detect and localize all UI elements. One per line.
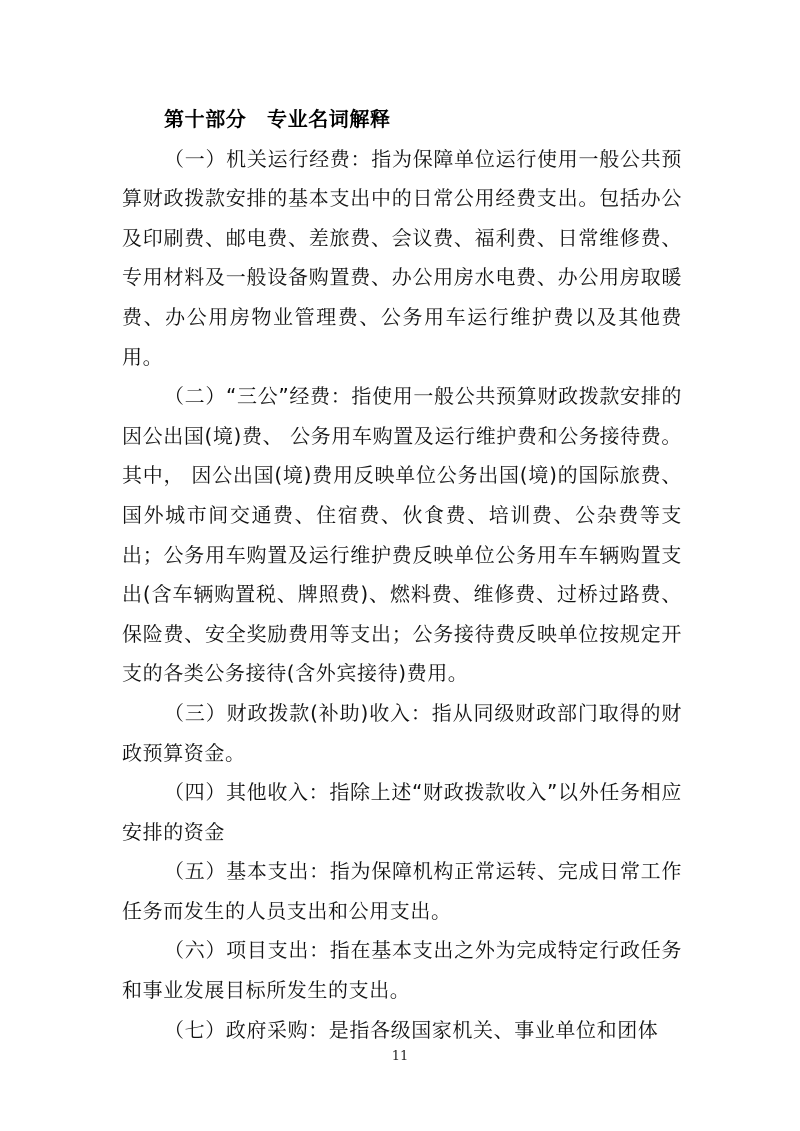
paragraph-other-income: （四）其他收入：指除上述“财政拨款收入”以外任务相应安排的资金 [122, 780, 682, 844]
paragraph-project-expenditure: （六）项目支出：指在基本支出之外为完成特定行政任务和事业发展目标所发生的支出。 [122, 938, 682, 1003]
paragraph-fiscal-appropriation-income: （三）财政拨款(补助)收入：指从同级财政部门取得的财政预算资金。 [122, 700, 682, 765]
paragraph-operating-expenses: （一）机关运行经费：指为保障单位运行使用一般公共预算财政拨款安排的基本支出中的日常公用经费支出。包括办公及印刷费、邮电费、差旅费、会议费、福利费、日常维修费、专用材料及一般设备购置费、办公用房水电费、办公用房取暖费、办公用房物业管理费、公务用车运行维护费以及其他费用。 [122, 146, 682, 369]
section-heading: 第十部分 专业名词解释 [164, 107, 391, 131]
paragraph-basic-expenditure: （五）基本支出：指为保障机构正常运转、完成日常工作任务而发生的人员支出和公用支出。 [122, 859, 682, 923]
paragraph-government-procurement: （七）政府采购：是指各级国家机关、事业单位和团体 [164, 1017, 659, 1042]
paragraph-three-public-expenses: （二）“三公”经费：指使用一般公共预算财政拨款安排的因公出国(境)费、 公务用车购置及运行维护费和公务接待费。其中， 因公出国(境)费用反映单位公务出国(境)的国际旅费、国外城市间交通费、住宿费、伙食费、培训费、公杂费等支出；公务用车购置及运行维护费反映单位公务用车车辆购置支出(含车辆购置税、牌照费)、燃料费、维修费、过桥过路费、保险费、安全奖励费用等支出；公务接待费反映单位按规定开支的各类公务接待(含外宾接待)费用。 [122, 384, 682, 686]
page-content [122, 100, 682, 1050]
page-number: 11 [391, 1049, 409, 1064]
